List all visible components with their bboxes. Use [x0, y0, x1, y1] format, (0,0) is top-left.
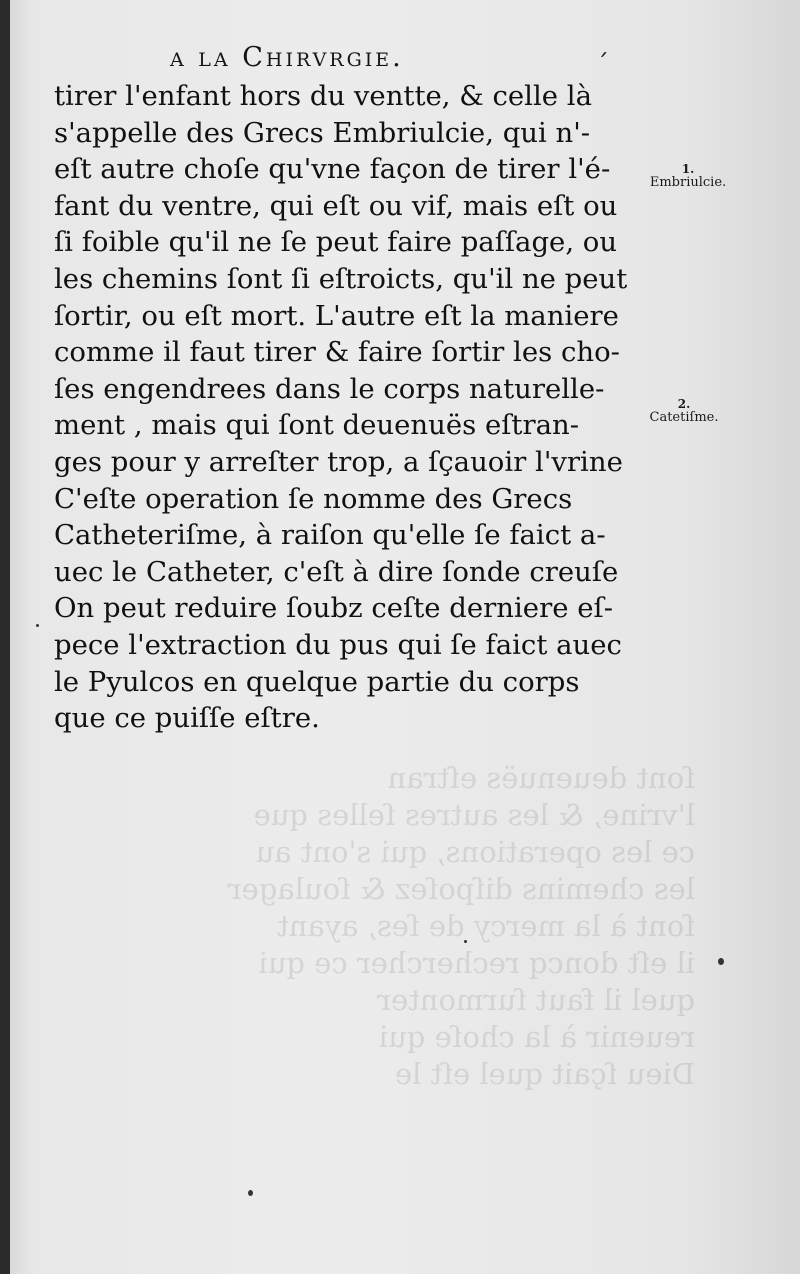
margin-note-label: Embriulcie.	[649, 175, 727, 190]
text-line: que ce puiſſe eſtre.	[54, 702, 320, 735]
text-line: ſortir, ou eſt mort. L'autre eſt la maniere	[54, 299, 619, 332]
margin-note-label: Catetiſme.	[649, 410, 719, 425]
margin-note-catetisme	[624, 397, 744, 425]
ink-speck	[36, 624, 39, 627]
text-line: ment , mais qui ſont deuenuës eſtran-	[54, 409, 580, 442]
text-line: comme il faut tirer & faire ſortir les cho-	[54, 336, 620, 369]
text-line: les chemins ſont ſi eſtroicts, qu'il ne peut	[54, 262, 628, 295]
text-line: tirer l'enfant hors du ventte, & celle là	[54, 80, 592, 112]
text-line: uec le Catheter, c'eſt à dire ſonde creuſe	[54, 555, 619, 588]
text-line: pece l'extraction du pus qui ſe faict auec	[54, 628, 622, 661]
main-text-block	[54, 78, 644, 737]
ink-speck	[248, 1190, 253, 1196]
corner-mark: ´	[596, 50, 609, 80]
text-line: On peut reduire ſoubz ceſte derniere eſ-	[54, 592, 613, 625]
margin-note-number: 2.	[677, 397, 691, 411]
show-through-text: ſont deuenuës eſtran l'vrine, & les autres ſelles que ce les operations, qui s'ont au les chemins diſpoſez & ſoulager ſont à la mercy de ſes, ayant il eſt doncq rechercher ce qui quel il faut ſurmonter reuenir à la choſe qui Dieu ſçait quel eſt le	[227, 761, 695, 1091]
text-line: ſi foible qu'il ne ſe peut faire paſſage, ou	[54, 226, 618, 259]
ink-speck	[464, 940, 467, 943]
text-line: le Pyulcos en quelque partie du corps	[54, 665, 580, 698]
margin-note-embriulcie	[628, 162, 748, 190]
running-header: a la Chirvrgie.	[170, 42, 404, 73]
text-line: ges pour y arreſter trop, a ſçauoir l'vrine	[54, 445, 623, 478]
text-line: Catheteriſme, à raiſon qu'elle ſe faict a-	[54, 519, 606, 552]
text-line: s'appelle des Grecs Embriulcie, qui n'-	[54, 116, 591, 149]
book-page	[10, 0, 800, 1274]
text-line: eſt autre choſe qu'vne façon de tirer l'é-	[54, 153, 611, 186]
ink-speck	[718, 958, 724, 965]
text-line: C'eſte operation ſe nomme des Grecs	[54, 482, 573, 515]
text-line: ſes engendrees dans le corps naturelle-	[54, 372, 605, 405]
margin-note-number: 1.	[681, 162, 695, 176]
text-line: fant du ventre, qui eſt ou vif, mais eſt ou	[54, 189, 618, 222]
